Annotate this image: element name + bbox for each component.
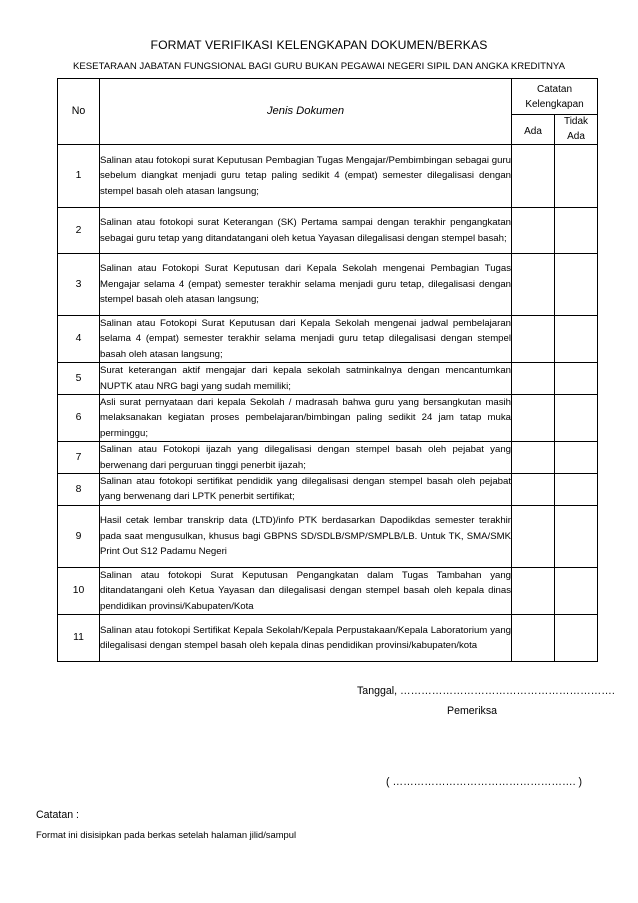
table-row: [58, 505, 598, 567]
table-row: [58, 254, 598, 316]
row-document-description: Salinan atau fotokopi sertifikat pendidik yang dilegalisasi dengan stempel basah oleh pejabat yang berwenang dari LPTK penerbit sertifikat;: [100, 474, 512, 506]
row-number: 10: [58, 567, 100, 614]
header-tidak-line-1: Tidak: [563, 116, 589, 127]
tidak-ada-checkbox-cell[interactable]: [555, 615, 598, 662]
row-document-description: Salinan atau fotokopi surat Keputusan Pembagian Tugas Mengajar/Pembimbingan sebagai guru sebelum diangkat menjadi guru tetap paling sedikit 4 (empat) semester dilegalisasi dengan stempel basah oleh atasan langsung;: [100, 145, 512, 208]
row-number: 4: [58, 316, 100, 363]
date-line: Tanggal, …………………………………………………….: [357, 685, 615, 697]
ada-checkbox-cell[interactable]: [512, 615, 555, 662]
header-no: No: [58, 79, 100, 145]
table-row: [58, 316, 598, 363]
row-document-description: Salinan atau Fotokopi Surat Keputusan dari Kepala Sekolah mengenai jadwal pembelajaran selama 4 (empat) semester terakhir selama menjadi guru tetap dilegalisasi dengan stempel basah oleh atasan langsung;: [100, 316, 512, 363]
ada-checkbox-cell[interactable]: [512, 363, 555, 395]
table-row: [58, 145, 598, 208]
table-row: [58, 474, 598, 506]
header-tidak-ada: [555, 115, 598, 145]
header-notes-line-2: Kelengkapan: [525, 98, 584, 110]
tidak-ada-checkbox-cell[interactable]: [555, 363, 598, 395]
row-document-description: Salinan atau fotokopi surat Keterangan (SK) Pertama sampai dengan terakhir pengangkatan sebagai guru tetap yang ditandatangani oleh ketua Yayasan dilegalisasi dengan stempel basah;: [100, 208, 512, 254]
document-subtitle: KESETARAAN JABATAN FUNGSIONAL BAGI GURU BUKAN PEGAWAI NEGERI SIPIL DAN ANGKA KREDITNYA: [72, 61, 566, 72]
header-completeness-notes: [512, 79, 598, 115]
row-document-description: Salinan atau Fotokopi ijazah yang dilegalisasi dengan stempel basah oleh pejabat yang berwenang dari perguruan tinggi penerbit ijazah;: [100, 442, 512, 474]
table-row: [58, 395, 598, 442]
header-document-type: Jenis Dokumen: [100, 79, 512, 145]
notes-label: Catatan :: [36, 809, 79, 821]
tidak-ada-checkbox-cell[interactable]: [555, 395, 598, 442]
row-number: 7: [58, 442, 100, 474]
signature-line: ( ……………………………………………. ): [386, 776, 582, 788]
header-ada: Ada: [512, 115, 555, 145]
row-document-description: Salinan atau fotokopi Sertifikat Kepala Sekolah/Kepala Perpustakaan/Kepala Laboratorium yang dilegalisasi dengan stempel basah oleh kepala dinas pendidikan provinsi/kabupaten/kota: [100, 615, 512, 662]
examiner-label: Pemeriksa: [447, 705, 498, 717]
tidak-ada-checkbox-cell[interactable]: [555, 254, 598, 316]
tidak-ada-checkbox-cell[interactable]: [555, 474, 598, 506]
table-row: [58, 208, 598, 254]
tidak-ada-checkbox-cell[interactable]: [555, 145, 598, 208]
ada-checkbox-cell[interactable]: [512, 208, 555, 254]
header-tidak-line-2: Ada: [567, 130, 585, 142]
table-row: [58, 615, 598, 662]
tidak-ada-checkbox-cell[interactable]: [555, 567, 598, 614]
table-row: [58, 363, 598, 395]
table-row: [58, 567, 598, 614]
notes-text: Format ini disisipkan pada berkas setelah halaman jilid/sampul: [36, 829, 297, 840]
ada-checkbox-cell[interactable]: [512, 567, 555, 614]
row-number: 6: [58, 395, 100, 442]
ada-checkbox-cell[interactable]: [512, 474, 555, 506]
row-number: 11: [58, 615, 100, 662]
tidak-ada-checkbox-cell[interactable]: [555, 208, 598, 254]
row-number: 1: [58, 145, 100, 208]
row-number: 3: [58, 254, 100, 316]
table-row: [58, 442, 598, 474]
tidak-ada-checkbox-cell[interactable]: [555, 442, 598, 474]
tidak-ada-checkbox-cell[interactable]: [555, 316, 598, 363]
document-title: FORMAT VERIFIKASI KELENGKAPAN DOKUMEN/BERKAS: [150, 38, 488, 52]
row-document-description: Salinan atau fotokopi Surat Keputusan Pengangkatan dalam Tugas Tambahan yang ditandatangani oleh Ketua Yayasan dan dilegalisasi dengan stempel basah oleh kepala dinas pendidikan provinsi/Kabupaten/Kota: [100, 567, 512, 614]
ada-checkbox-cell[interactable]: [512, 505, 555, 567]
row-number: 9: [58, 505, 100, 567]
row-document-description: Hasil cetak lembar transkrip data (LTD)/info PTK berdasarkan Dapodikdas semester terakhir pada saat mengusulkan, khusus bagi GBPNS SD/SDLB/SMP/SMPLB/LB. Untuk TK, SMA/SMK Print Out S12 Padamu Negeri: [100, 505, 512, 567]
ada-checkbox-cell[interactable]: [512, 145, 555, 208]
header-notes-line-1: Catatan: [536, 83, 573, 95]
ada-checkbox-cell[interactable]: [512, 442, 555, 474]
row-number: 8: [58, 474, 100, 506]
ada-checkbox-cell[interactable]: [512, 254, 555, 316]
verification-table: [57, 78, 598, 662]
row-document-description: Asli surat pernyataan dari kepala Sekolah / madrasah bahwa guru yang bersangkutan masih melaksanakan kegiatan proses pembelajaran/bimbingan paling sedikit 24 jam tatap muka perminggu;: [100, 395, 512, 442]
row-document-description: Salinan atau Fotokopi Surat Keputusan dari Kepala Sekolah mengenai Pembagian Tugas Mengajar selama 4 (empat) semester terakhir selama menjadi guru tetap, dilegalisasi dengan stempel basah oleh atasan langsung;: [100, 254, 512, 316]
row-document-description: Surat keterangan aktif mengajar dari kepala sekolah satminkalnya dengan mencantumkan NUPTK atau NRG bagi yang sudah memiliki;: [100, 363, 512, 395]
tidak-ada-checkbox-cell[interactable]: [555, 505, 598, 567]
row-number: 2: [58, 208, 100, 254]
ada-checkbox-cell[interactable]: [512, 316, 555, 363]
ada-checkbox-cell[interactable]: [512, 395, 555, 442]
row-number: 5: [58, 363, 100, 395]
